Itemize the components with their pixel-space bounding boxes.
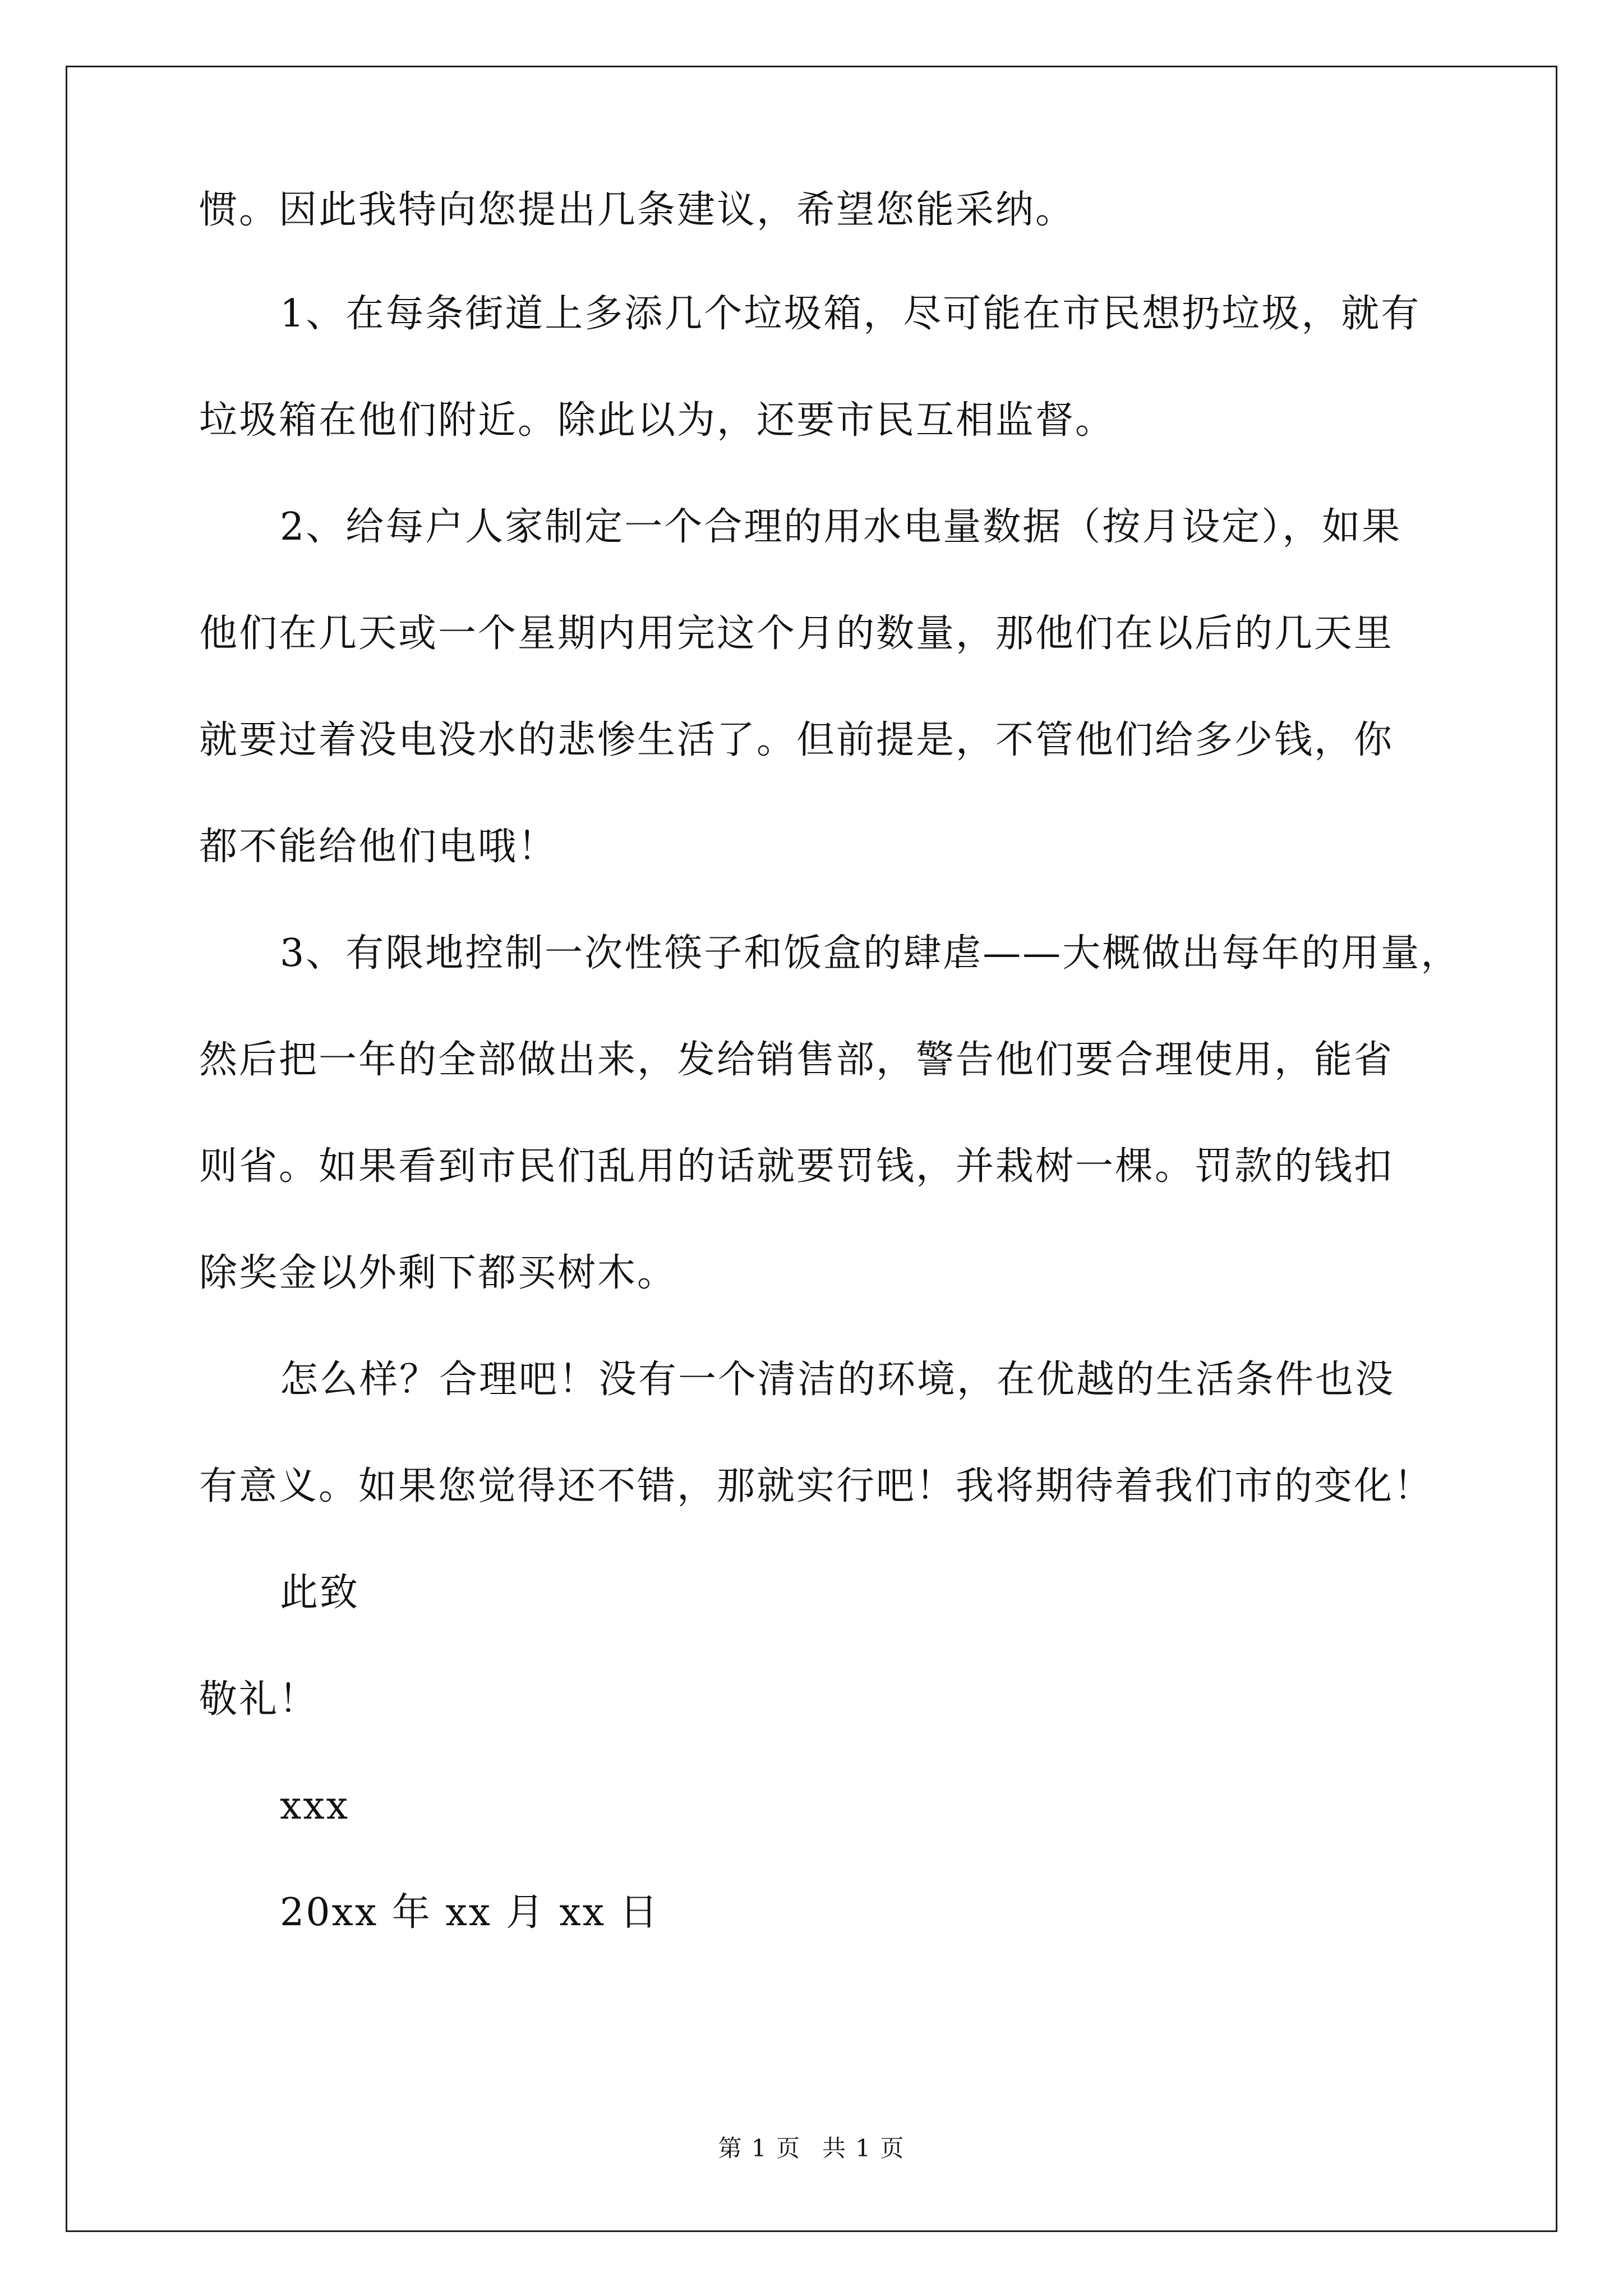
suggestion-2-line-3: 就要过着没电没水的悲惨生活了。但前提是，不管他们给多少钱，你 — [199, 718, 1394, 762]
suggestion-3-line-4: 除奖金以外剩下都买树木。 — [199, 1251, 677, 1295]
suggestion-3-line-3: 则省。如果看到市民们乱用的话就要罚钱，并栽树一棵。罚款的钱扣 — [199, 1144, 1394, 1189]
closing-paragraph-line-1: 怎么样？合理吧！没有一个清洁的环境，在优越的生活条件也没 — [280, 1358, 1395, 1402]
suggestion-2-line-4: 都不能给他们电哦！ — [199, 825, 558, 869]
suggestion-3-line-1: 3、有限地控制一次性筷子和饭盒的肆虐——大概做出每年的用量， — [280, 931, 1461, 976]
page-number: 第 1 页 — [718, 2134, 801, 2162]
text-line: 惯。因此我特向您提出几条建议，希望您能采纳。 — [199, 188, 1076, 232]
page-total: 共 1 页 — [822, 2134, 905, 2162]
page-footer — [0, 2133, 1623, 2164]
signature-name: xxx — [280, 1784, 350, 1828]
suggestion-1-line-1: 1、在每条街道上多添几个垃圾箱，尽可能在市民想扔垃圾，就有 — [280, 292, 1421, 336]
suggestion-3-line-2: 然后把一年的全部做出来，发给销售部，警告他们要合理使用，能省 — [199, 1038, 1394, 1082]
suggestion-1-line-2: 垃圾箱在他们附近。除此以为，还要市民互相监督。 — [199, 398, 1115, 443]
closing-paragraph-line-2: 有意义。如果您觉得还不错，那就实行吧！我将期待着我们市的变化！ — [199, 1464, 1434, 1508]
suggestion-2-line-1: 2、给每户人家制定一个合理的用水电量数据（按月设定），如果 — [280, 505, 1402, 549]
salutation-cizhi: 此致 — [280, 1571, 360, 1615]
signature-date: 20xx 年 xx 月 xx 日 — [280, 1890, 660, 1935]
suggestion-2-line-2: 他们在几天或一个星期内用完这个月的数量，那他们在以后的几天里 — [199, 611, 1394, 656]
salutation-jingli: 敬礼！ — [199, 1677, 319, 1722]
